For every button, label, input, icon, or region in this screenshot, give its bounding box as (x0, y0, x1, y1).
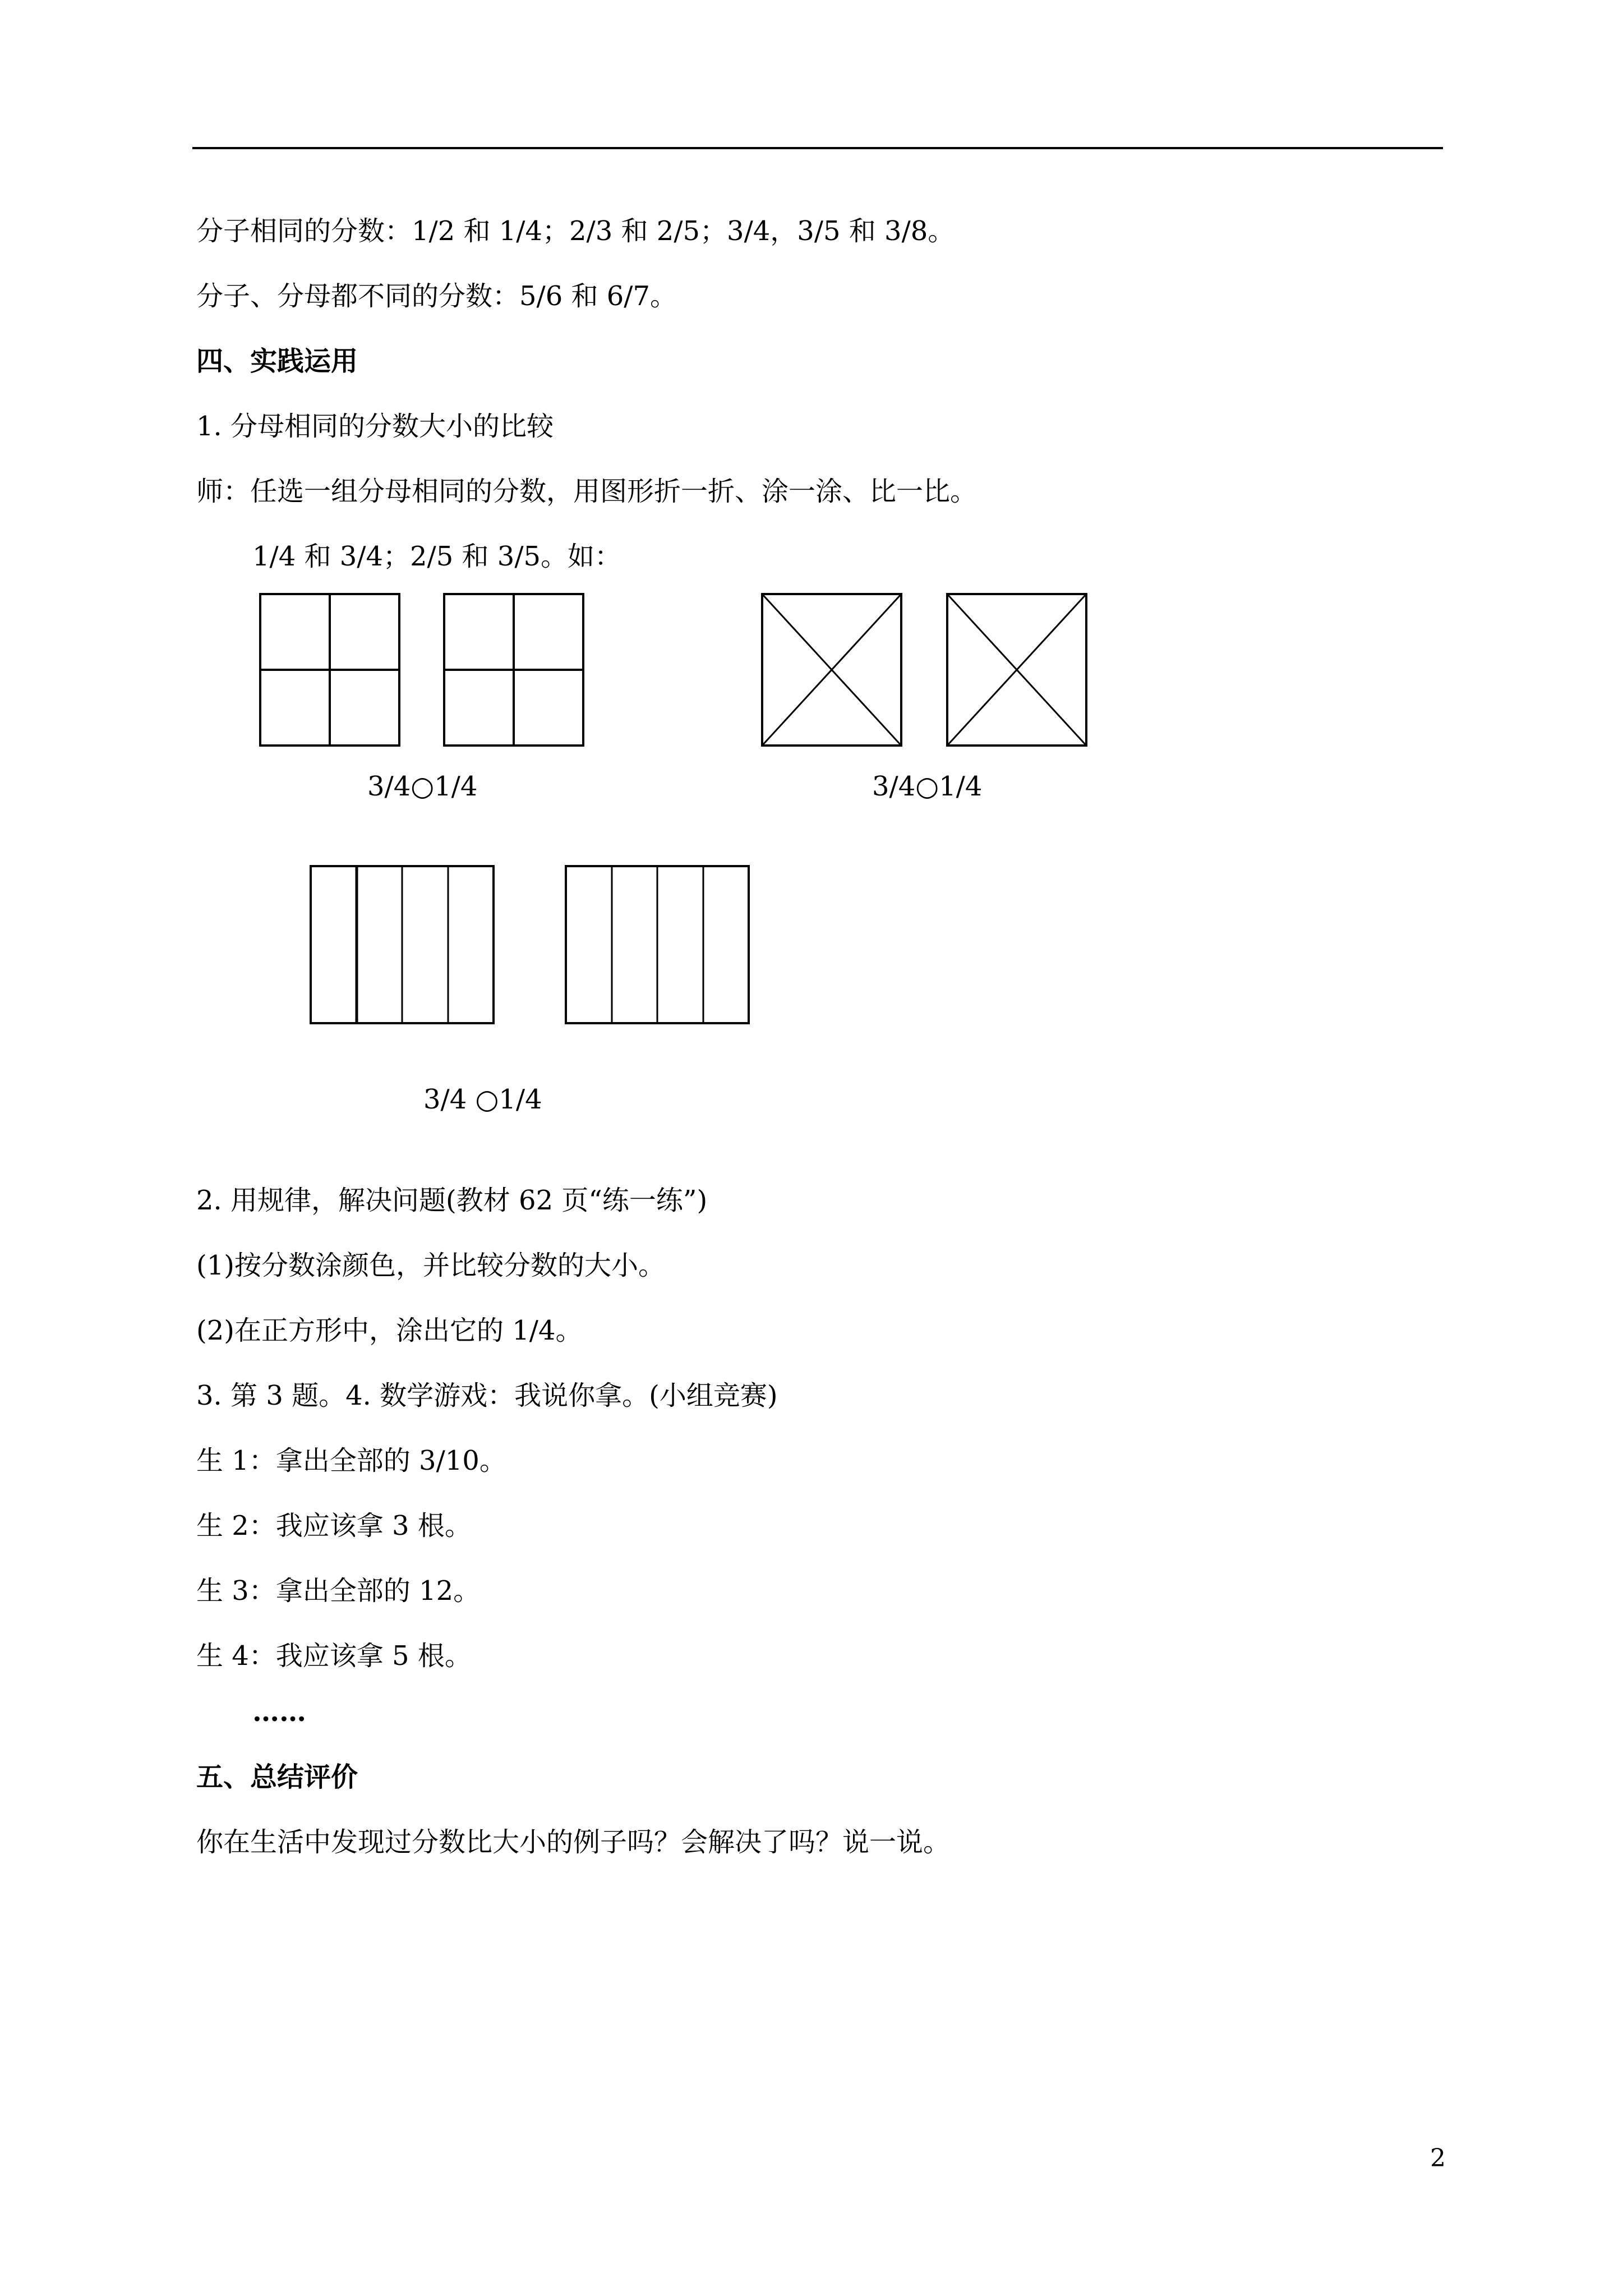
item-2-title: 2. 用规律，解决问题(教材 62 页“练一练”) (196, 1185, 708, 1216)
quartered-square-1 (258, 592, 404, 749)
strip-rectangle-2 (564, 864, 752, 1027)
diagonal-square-2 (945, 592, 1091, 749)
caption-grid-comparison: 3/4○1/4 (367, 771, 478, 802)
student-3-line: 生 3：拿出全部的 12。 (196, 1575, 481, 1607)
page-number: 2 (1430, 2144, 1446, 2173)
text-line-all-different: 分子、分母都不同的分数：5/6 和 6/7。 (196, 280, 677, 312)
caption-cross-comparison: 3/4○1/4 (872, 771, 983, 802)
student-4-line: 生 4：我应该拿 5 根。 (196, 1640, 472, 1672)
closing-question: 你在生活中发现过分数比大小的例子吗？会解决了吗？说一说。 (196, 1826, 951, 1858)
section-heading-practice: 四、实践运用 (196, 346, 358, 377)
item-1-title: 1. 分母相同的分数大小的比较 (196, 411, 554, 442)
ellipsis: …… (252, 1696, 306, 1728)
diagonal-square-1 (760, 592, 906, 749)
item-2-sub-1: (1)按分数涂颜色，并比较分数的大小。 (196, 1250, 665, 1281)
teacher-instruction: 师：任选一组分母相同的分数，用图形折一折、涂一涂、比一比。 (196, 476, 978, 507)
student-1-line: 生 1：拿出全部的 3/10。 (196, 1445, 506, 1476)
header-rule (192, 147, 1443, 149)
quartered-square-2 (442, 592, 588, 749)
section-heading-summary: 五、总结评价 (196, 1761, 358, 1793)
strip-rectangle-1 (308, 864, 497, 1027)
student-2-line: 生 2：我应该拿 3 根。 (196, 1510, 472, 1542)
item-2-sub-2: (2)在正方形中，涂出它的 1/4。 (196, 1315, 583, 1346)
text-line-numerator-same: 分子相同的分数：1/2 和 1/4；2/3 和 2/5；3/4，3/5 和 3/8。 (196, 215, 955, 247)
item-3-line: 3. 第 3 题。4. 数学游戏：我说你拿。(小组竞赛) (196, 1380, 778, 1411)
example-fractions: 1/4 和 3/4；2/5 和 3/5。如： (252, 541, 622, 572)
caption-strip-comparison: 3/4 ○1/4 (423, 1084, 542, 1115)
